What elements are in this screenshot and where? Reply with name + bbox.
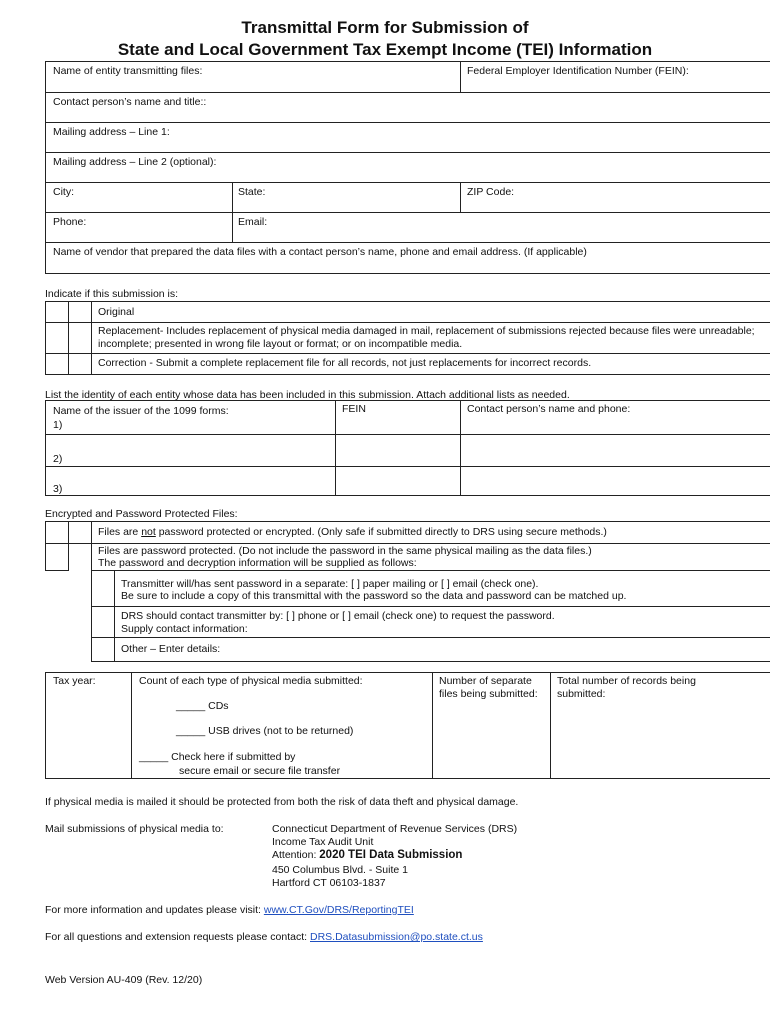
questions-line: For all questions and extension requests please contact: DRS.Datasubmission@po.state.ct.us (45, 931, 483, 943)
more-info-line: For more information and updates please visit: www.CT.Gov/DRS/ReportingTEI (45, 904, 414, 916)
cds-count-field[interactable]: _____ CDs (176, 700, 229, 712)
usb-count-field[interactable]: _____ USB drives (not to be returned) (176, 725, 354, 737)
address-line-2: Income Tax Audit Unit (272, 836, 374, 848)
address-attention: Attention: 2020 TEI Data Submission (272, 849, 463, 861)
entity-name-field[interactable]: Name of entity transmitting files: (53, 65, 203, 77)
footer-version: Web Version AU-409 (Rev. 12/20) (45, 974, 203, 986)
separate-password-line1: Transmitter will/has sent password in a separate: [ ] paper mailing or [ ] email (check one). (121, 578, 539, 590)
address-line2-field[interactable]: Mailing address – Line 2 (optional): (53, 156, 217, 168)
reporting-tei-link[interactable]: www.CT.Gov/DRS/ReportingTEI (263, 904, 414, 916)
replacement-checkbox[interactable] (45, 322, 69, 354)
contact-email-link[interactable]: DRS.Datasubmission@po.state.ct.us (310, 931, 483, 943)
drs-contact-checkbox[interactable] (91, 606, 115, 638)
original-label: Original (98, 306, 135, 318)
secure-transfer-checkbox[interactable]: _____ Check here if submitted by (139, 751, 296, 763)
address-line1-field[interactable]: Mailing address – Line 1: (53, 126, 170, 138)
secure-transfer-label: secure email or secure file transfer (179, 765, 341, 777)
total-records-field[interactable]: Total number of records being submitted: (557, 675, 696, 700)
protected-label-line1: Files are password protected. (Do not include the password in the same physical mailing as the data files.) (98, 545, 592, 557)
protected-checkbox[interactable] (45, 543, 69, 571)
separate-password-checkbox[interactable] (91, 570, 115, 607)
vendor-field[interactable]: Name of vendor that prepared the data files with a contact person’s name, phone and email address. (If applicable) (53, 246, 587, 258)
col-contact: Contact person’s name and phone: (467, 403, 631, 415)
phone-field[interactable]: Phone: (53, 216, 87, 228)
address-line-1: Connecticut Department of Revenue Services (DRS) (272, 823, 518, 835)
zip-field[interactable]: ZIP Code: (467, 186, 515, 198)
drs-contact-line2: Supply contact information: (121, 623, 248, 635)
email-field[interactable]: Email: (238, 216, 268, 228)
other-details-label: Other – Enter details: (121, 643, 221, 655)
contact-person-field[interactable]: Contact person’s name and title:: (53, 96, 207, 108)
entity-row-2[interactable]: 2) (53, 453, 63, 465)
drs-contact-line1: DRS should contact transmitter by: [ ] phone or [ ] email (check one) to request the password. (121, 610, 555, 622)
correction-label: Correction - Submit a complete replacement file for all records, not just replacements for incorrect records. (98, 357, 592, 369)
address-line-5: Hartford CT 06103-1837 (272, 877, 386, 889)
form-title-line2: State and Local Government Tax Exempt Income (TEI) Information (117, 40, 653, 59)
correction-checkbox[interactable] (45, 353, 69, 375)
other-checkbox[interactable] (91, 637, 115, 662)
fein-field[interactable]: Federal Employer Identification Number (FEIN): (467, 65, 689, 77)
tax-year-field[interactable]: Tax year: (53, 675, 96, 687)
address-line-4: 450 Columbus Blvd. - Suite 1 (272, 864, 408, 876)
separate-password-line2: Be sure to include a copy of this transmittal with the password so the data and password can be matched up. (121, 590, 627, 602)
col-fein: FEIN (342, 403, 366, 415)
form-title-line1: Transmittal Form for Submission of (241, 18, 529, 37)
mail-label: Mail submissions of physical media to: (45, 823, 224, 835)
col-issuer-name: Name of the issuer of the 1099 forms: (53, 405, 229, 417)
not-protected-checkbox[interactable] (45, 521, 69, 544)
submission-heading: Indicate if this submission is: (45, 288, 179, 300)
encryption-heading: Encrypted and Password Protected Files: (45, 508, 238, 520)
state-field[interactable]: State: (238, 186, 266, 198)
media-count-label: Count of each type of physical media submitted: (139, 675, 363, 687)
entities-heading: List the identity of each entity whose data has been included in this submission. Attach additional lists as needed. (45, 389, 570, 401)
original-checkbox[interactable] (45, 301, 69, 323)
protected-label-line2: The password and decryption information will be supplied as follows: (98, 557, 417, 569)
entity-row-3[interactable]: 3) (53, 483, 63, 495)
replacement-label: Replacement- Includes replacement of physical media damaged in mail, replacement of submissions rejected because files were unreadable; incomplete; presented in wrong file layout or format; or on incompatible media. (98, 325, 755, 350)
city-field[interactable]: City: (53, 186, 74, 198)
entity-row-1[interactable]: 1) (53, 419, 63, 431)
not-protected-label: Files are not password protected or encrypted. (Only safe if submitted directly to DRS using secure methods.) (98, 526, 607, 538)
protection-note: If physical media is mailed it should be protected from both the risk of data theft and physical damage. (45, 796, 519, 808)
separate-files-field[interactable]: Number of separate files being submitted: (439, 675, 538, 700)
